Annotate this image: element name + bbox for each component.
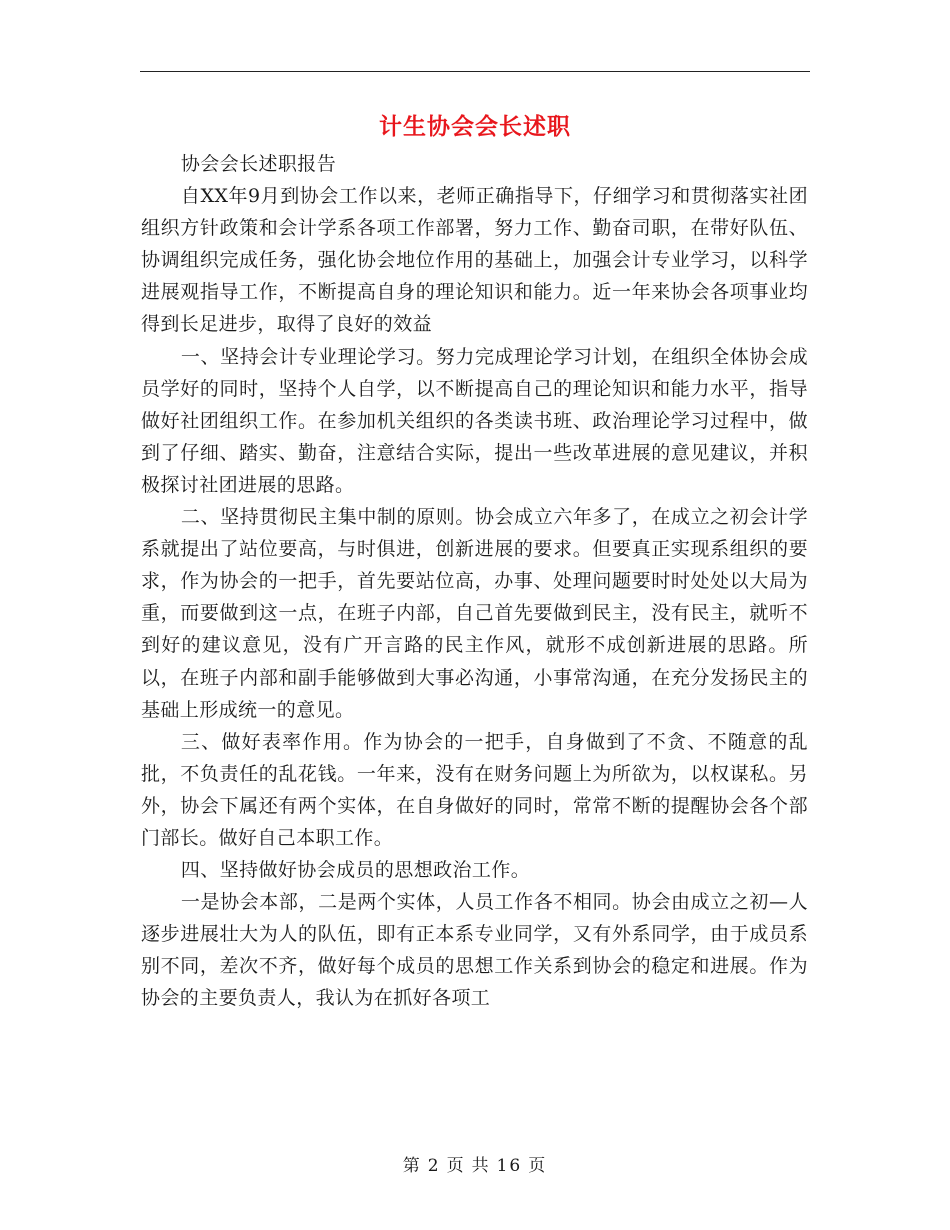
paragraph-intro: 自XX年9月到协会工作以来，老师正确指导下，仔细学习和贯彻落实社团组织方针政策和会计学系各项工作部署，努力工作、勤奋司职，在带好队伍、协调组织完成任务，强化协会地位作用的基础上，加强会计专业学习，以科学进展观指导工作，不断提高自身的理论知识和能力。近一年来协会各项事业均得到长足进步，取得了良好的效益 [141,185,808,336]
footer-page-number: 2 [427,1156,441,1176]
footer-page-word: 页 [446,1156,466,1176]
page-footer [0,1154,950,1178]
footer-suffix: 页 [528,1156,548,1176]
header-rule [140,71,810,72]
footer-total-prefix: 共 [471,1156,491,1176]
paragraph-section-3: 三、做好表率作用。作为协会的一把手，自身做到了不贪、不随意的乱批，不负责任的乱花钱。一年来，没有在财务问题上为所欲为，以权谋私。另外，协会下属还有两个实体，在自身做好的同时，常常不断的提醒协会各个部门部长。做好自己本职工作。 [141,730,808,849]
paragraph-subtitle: 协会会长述职报告 [180,153,337,175]
paragraph-section-4-body: 一是协会本部，二是两个实体，人员工作各不相同。协会由成立之初—人逐步进展壮大为人的队伍，即有正本系专业同学，又有外系同学，由于成员系别不同，差次不齐，做好每个成员的思想工作关系到协会的稳定和进展。作为协会的主要负责人，我认为在抓好各项工 [141,891,808,1010]
paragraph-section-1: 一、坚持会计专业理论学习。努力完成理论学习计划，在组织全体协会成员学好的同时，坚持个人自学，以不断提高自己的理论知识和能力水平，指导做好社团组织工作。在参加机关组织的各类读书班、政治理论学习过程中，做到了仔细、踏实、勤奋，注意结合实际，提出一些改革进展的意见建议，并积极探讨社团进展的思路。 [141,345,808,496]
footer-total-pages: 16 [496,1156,523,1176]
document-title: 计生协会会长述职 [379,113,571,140]
paragraph-section-2: 二、坚持贯彻民主集中制的原则。协会成立六年多了，在成立之初会计学系就提出了站位要高，与时俱进，创新进展的要求。但要真正实现系组织的要求，作为协会的一把手，首先要站位高，办事、处理问题要时时处处以大局为重，而要做到这一点，在班子内部，自己首先要做到民主，没有民主，就听不到好的建议意见，没有广开言路的民主作风，就形不成创新进展的思路。所以，在班子内部和副手能够做到大事必沟通，小事常沟通，在充分发扬民主的基础上形成统一的意见。 [141,506,808,721]
footer-prefix: 第 [402,1156,422,1176]
document-body [141,148,808,1015]
paragraph-section-4-heading: 四、坚持做好协会成员的思想政治工作。 [180,859,531,882]
